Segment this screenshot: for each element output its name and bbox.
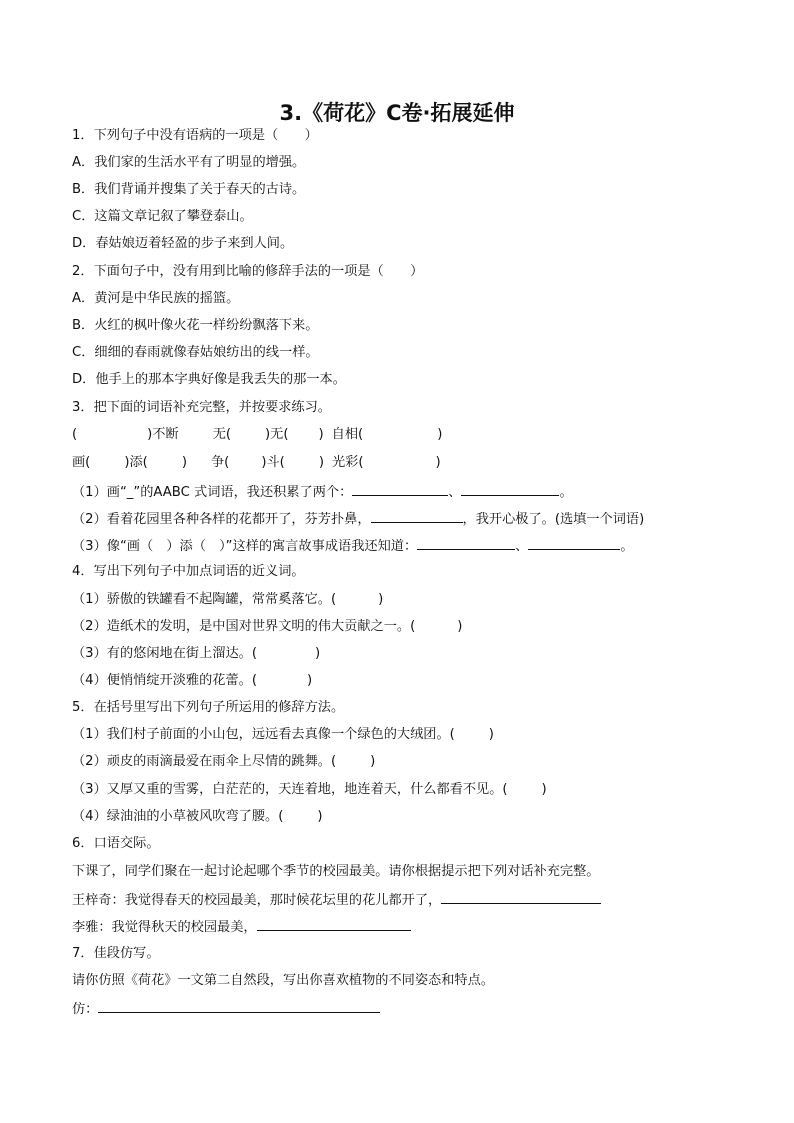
- q2-stem: 2．下面句子中，没有用到比喻的修辞手法的一项是（ ）: [72, 264, 424, 279]
- q3-r2-w1c: ): [181, 455, 187, 470]
- q1-option-d[interactable]: D．春姑娘迈着轻盈的步子来到人间。: [72, 236, 294, 251]
- q3-sub3-text: （3）像“画（ ）添（ ）”这样的寓言故事成语我还知道：: [72, 539, 418, 554]
- q4-item-1: [72, 590, 383, 610]
- q5-item-2-close: ): [370, 754, 376, 769]
- q3-r2-w1a: 画(: [72, 455, 91, 470]
- q3-sub1-text: （1）画“_”的AABC 式词语，我还积累了两个：: [72, 485, 353, 500]
- q3-sub-2: [72, 508, 644, 530]
- q5-item-3: [72, 780, 547, 800]
- q7-intro: 请你仿照《荷花》一文第二自然段，写出你喜欢植物的不同姿态和特点。: [72, 973, 494, 988]
- q4-item-3: [72, 644, 320, 664]
- q3-sub2-text: （2）看着花园里各种各样的花都开了，芬芳扑鼻，: [72, 512, 371, 527]
- q3-sub1-end: 。: [559, 485, 573, 500]
- q3-sub1-blank-2[interactable]: [461, 481, 559, 496]
- q3-sub-1: [72, 481, 573, 503]
- q1-option-c[interactable]: C．这篇文章记叙了攀登泰山。: [72, 209, 253, 224]
- q7-answer-line: [72, 998, 380, 1020]
- q5-item-2-text: （2）顽皮的雨滴最爱在雨伞上尽情的跳舞。(: [72, 754, 337, 769]
- q2-option-b[interactable]: B．火红的枫叶像火花一样纷纷飘落下来。: [72, 318, 319, 333]
- q7-prefix: 仿：: [72, 1002, 99, 1017]
- q3-r1-w2c: ): [318, 427, 324, 442]
- q3-r1-w2a: 无(: [212, 427, 232, 442]
- q5-item-3-text: （3）又厚又重的雪雾，白茫茫的，天连着地，地连着天，什么都看不见。(: [72, 782, 508, 797]
- q4-item-2-text: （2）造纸术的发明，是中国对世界文明的伟大贡献之一。(: [72, 619, 416, 634]
- q3-r2-w2c: ): [318, 455, 324, 470]
- q2-option-d[interactable]: D．他手上的那本字典好像是我丢失的那一本。: [72, 372, 346, 387]
- q5-stem: 5．在括号里写出下列句子所运用的修辞方法。: [72, 700, 345, 715]
- q4-stem: 4．写出下列句子中加点词语的近义词。: [72, 564, 305, 579]
- q6-dialog-1: [72, 889, 601, 911]
- q5-item-4-text: （4）绿油油的小草被风吹弯了腰。(: [72, 809, 284, 824]
- q3-r2-w3a: 光彩(: [331, 455, 364, 470]
- q3-word-row-1: [72, 425, 442, 445]
- q5-item-3-close: ): [541, 782, 547, 797]
- q1-option-b[interactable]: B．我们背诵并搜集了关于春天的古诗。: [72, 182, 306, 197]
- q3-sub2-text-end: ，我开心极了。(选填一个词语): [462, 512, 645, 527]
- q3-r1-w1: )不断: [147, 427, 179, 442]
- q5-item-4: [72, 807, 323, 827]
- q6-dialog-2-text: 李雅：我觉得秋天的校园最美，: [72, 920, 257, 935]
- q1-option-a[interactable]: A．我们家的生活水平有了明显的增强。: [72, 155, 306, 170]
- q4-item-4-close: ): [306, 673, 313, 688]
- q3-sub3-end: 。: [620, 539, 634, 554]
- q5-item-4-close: ): [317, 809, 323, 824]
- q3-r1-w2b: )无(: [265, 427, 289, 442]
- q6-dialog-2: [72, 916, 411, 938]
- q7-stem: 7．佳段仿写。: [72, 946, 160, 961]
- q6-dialog-2-blank[interactable]: [257, 916, 411, 931]
- q1-stem: 1．下列句子中没有语病的一项是（ ）: [72, 128, 318, 143]
- q3-sub-3: [72, 535, 634, 557]
- q5-item-1-close: ): [488, 727, 494, 742]
- q5-item-1: [72, 725, 494, 745]
- q3-word-row-2: [72, 453, 441, 473]
- q3-r2-w1b: )添(: [124, 455, 148, 470]
- q6-dialog-1-blank[interactable]: [441, 889, 601, 904]
- q3-r2-w2a: 争(: [210, 455, 230, 470]
- q3-sub2-blank[interactable]: [371, 508, 463, 523]
- q3-sub3-blank-1[interactable]: [417, 535, 515, 550]
- q4-item-3-close: ): [314, 646, 321, 661]
- q4-item-2: [72, 617, 462, 637]
- q5-item-2: [72, 752, 375, 772]
- q3-sub1-blank-1[interactable]: [352, 481, 448, 496]
- q5-item-1-text: （1）我们村子前面的小山包，远远看去真像一个绿色的大绒团。(: [72, 727, 455, 742]
- q3-stem: 3．把下面的词语补充完整，并按要求练习。: [72, 400, 331, 415]
- q3-r2-w2b: )斗(: [261, 455, 285, 470]
- q4-item-4-text: （4）便悄悄绽开淡雅的花蕾。(: [72, 673, 257, 688]
- q4-item-3-text: （3）有的悠闲地在街上溜达。(: [72, 646, 257, 661]
- q4-item-4: [72, 671, 312, 691]
- q3-r1-w3a: 自相(: [331, 427, 364, 442]
- q4-item-1-close: ): [378, 592, 384, 607]
- q6-dialog-1-text: 王梓奇：我觉得春天的校园最美，那时候花坛里的花儿都开了，: [72, 893, 442, 908]
- q4-item-2-close: ): [457, 619, 463, 634]
- q3-sub3-blank-2[interactable]: [528, 535, 620, 550]
- q6-stem: 6．口语交际。: [72, 836, 160, 851]
- q2-option-c[interactable]: C．细细的春雨就像春姑娘纺出的线一样。: [72, 345, 319, 360]
- q6-intro: 下课了，同学们聚在一起讨论起哪个季节的校园最美。请你根据提示把下列对话补充完整。: [72, 864, 600, 879]
- q3-sub1-sep: 、: [448, 485, 462, 500]
- page-title: 3.《荷花》C卷·拓展延伸: [279, 101, 515, 125]
- q7-answer-blank[interactable]: [98, 998, 380, 1013]
- q3-r1-w3b: ): [437, 427, 443, 442]
- q3-sub3-sep: 、: [515, 539, 529, 554]
- q2-option-a[interactable]: A．黄河是中华民族的摇篮。: [72, 291, 240, 306]
- q3-r2-w3b: ): [435, 455, 441, 470]
- q3-r1-open: (: [72, 427, 78, 442]
- q4-item-1-text: （1）骄傲的铁罐看不起陶罐，常常奚落它。(: [72, 592, 337, 607]
